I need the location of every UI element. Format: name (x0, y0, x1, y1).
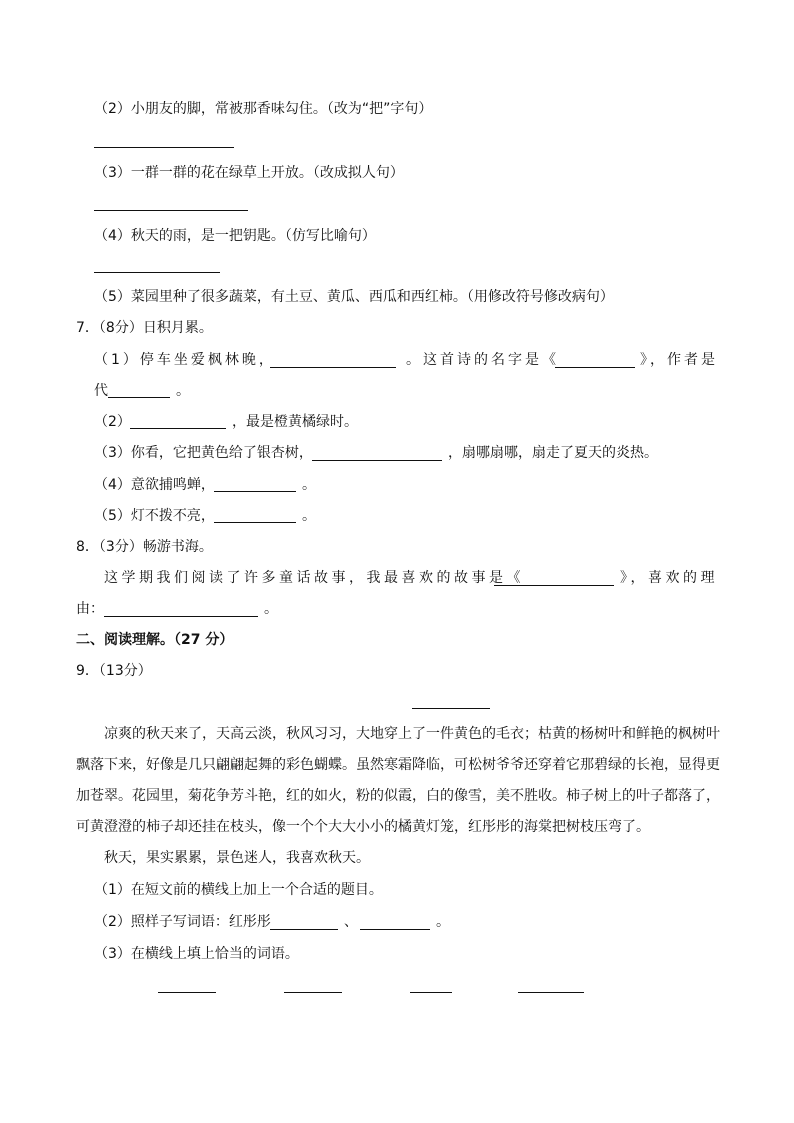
q9-sub2a (94, 912, 271, 932)
answer-blank-q7-1c[interactable] (108, 397, 170, 398)
q6-item-2-text: （2）小朋友的脚，常被那香味勾住。（改为“把”字句） (94, 101, 433, 117)
q8-heading-text: 8．（3分）畅游书海。 (76, 539, 213, 555)
q7-3-text-b: ，扇哪扇哪，扇走了夏天的炎热。 (448, 445, 658, 461)
q9-para2 (104, 848, 370, 868)
q7-line-2a (94, 412, 131, 432)
q9-para1-line4-text: 可黄澄澄的柿子却还挂在枝头，像一个个大大小小的橘黄灯笼，红彤彤的海棠把树枝压弯了。 (76, 819, 650, 835)
answer-blank-q7-5[interactable] (214, 522, 296, 523)
answer-blank-q9-2a[interactable] (270, 929, 338, 930)
answer-blank-q7-1a[interactable] (270, 367, 396, 368)
q9-para1-line3-text: 加苍翠。花园里，菊花争芳斗艳，红的如火，粉的似霞，白的像雪，美不胜收。柿子树上的叶子都落了， (76, 788, 720, 804)
q8-1-text-b: 》，喜欢的理 (620, 570, 718, 586)
answer-line-q6-3[interactable] (94, 210, 248, 211)
q7-line-3a (94, 443, 313, 463)
q6-item-4 (94, 226, 376, 246)
q7-4-text-b: 。 (302, 477, 316, 493)
q7-heading-text: 7．（8分）日积月累。 (76, 320, 213, 336)
q7-line-4a (94, 475, 215, 495)
answer-blank-q7-2[interactable] (130, 428, 226, 429)
q7-line-5a (94, 506, 215, 526)
q6-item-3 (94, 163, 404, 183)
q8-1-text-a: 这学期我们阅读了许多童话故事，我最喜欢的故事是《 (104, 570, 524, 586)
q7-1-text-b: 。这首诗的名字是《 (406, 352, 559, 368)
q9-sub1 (94, 880, 383, 900)
q7-1-text-e: 。 (176, 383, 190, 399)
q6-item-2 (94, 99, 432, 119)
q7-2-text-a: （2） (94, 414, 131, 430)
q7-line-1-end (176, 381, 190, 401)
q9-sub2-text-c: 。 (436, 914, 450, 930)
answer-blank-q7-1b[interactable] (555, 367, 635, 368)
answer-blank-q9-3b[interactable] (284, 992, 342, 993)
q8-2-text-a: 由： (76, 601, 104, 617)
q9-sub1-text: （1）在短文前的横线上加上一个合适的题目。 (94, 882, 383, 898)
q7-line-4b (302, 475, 316, 495)
q9-sub2c (436, 912, 450, 932)
q8-line-2a (76, 599, 104, 619)
q8-line-1a (104, 568, 524, 588)
q9-para1-line2-text: 飘落下来，好像是几只翩翩起舞的彩色蝴蝶。虽然寒霜降临，可松树爷爷还穿着它那碧绿的长袍，显得更 (76, 757, 720, 773)
q8-line-2b (264, 599, 278, 619)
answer-blank-q9-3d[interactable] (518, 992, 584, 993)
q6-item-4-text: （4）秋天的雨，是一把钥匙。（仿写比喻句） (94, 228, 376, 244)
q8-line-1b (620, 568, 718, 588)
q8-2-text-b: 。 (264, 601, 278, 617)
q6-item-5 (94, 287, 614, 307)
q9-para1-line1-text: 凉爽的秋天来了，天高云淡，秋风习习，大地穿上了一件黄色的毛衣；枯黄的杨树叶和鲜艳的枫树叶 (104, 726, 720, 742)
q6-item-5-text: （5）菜园里种了很多蔬菜，有土豆、黄瓜、西瓜和西红柿。（用修改符号修改病句） (94, 289, 614, 305)
q7-line-2b (232, 412, 358, 432)
q9-para1-line4 (76, 817, 650, 837)
q7-line-1b (406, 350, 559, 370)
q7-line-1c (640, 350, 718, 370)
answer-blank-q8-2[interactable] (104, 616, 258, 617)
answer-blank-q9-3a[interactable] (158, 992, 216, 993)
answer-blank-q9-2b[interactable] (360, 929, 430, 930)
q9-sub3-text: （3）在横线上填上恰当的词语。 (94, 946, 299, 962)
q7-line-3b (448, 443, 658, 463)
answer-blank-q7-3[interactable] (312, 460, 442, 461)
q8-heading (76, 537, 213, 557)
q9-para1-line2 (76, 755, 720, 775)
q7-5-text-a: （5）灯不拨不亮， (94, 508, 215, 524)
q9-heading (76, 661, 152, 681)
q6-item-3-text: （3）一群一群的花在绿草上开放。（改成拟人句） (94, 165, 404, 181)
q7-5-text-b: 。 (302, 508, 316, 524)
q7-line-5b (302, 506, 316, 526)
q9-heading-text: 9．（13分） (76, 663, 152, 679)
answer-line-q6-2[interactable] (94, 147, 234, 148)
q9-para1-line3 (76, 786, 720, 806)
answer-blank-q8-1[interactable] (494, 585, 614, 586)
q9-sub3 (94, 944, 299, 964)
q9-sub2-text-a: （2）照样子写词语：红彤彤 (94, 914, 271, 930)
q9-para1-line1 (104, 724, 720, 744)
q7-3-text-a: （3）你看，它把黄色给了银杏树， (94, 445, 313, 461)
q9-para2-text: 秋天，果实累累，景色迷人，我喜欢秋天。 (104, 850, 370, 866)
answer-blank-q7-4[interactable] (214, 491, 296, 492)
answer-blank-q9-3c[interactable] (410, 992, 452, 993)
section-2-heading-text: 二、阅读理解。（27 分） (76, 632, 234, 648)
q7-1-text-a: （1）停车坐爱枫林晚， (94, 352, 276, 368)
q7-line-1-cont (94, 381, 108, 401)
q7-2-text-b: ，最是橙黄橘绿时。 (232, 414, 358, 430)
title-blank[interactable] (412, 708, 490, 709)
q7-1-text-c: 》，作者是 (640, 352, 718, 368)
answer-line-q6-4[interactable] (94, 272, 220, 273)
section-2-heading (76, 630, 233, 650)
q7-4-text-a: （4）意欲捕鸣蝉， (94, 477, 215, 493)
q9-sub2-text-b: 、 (344, 914, 358, 930)
q9-sub2b (344, 912, 358, 932)
q7-1-text-d: 代 (94, 383, 108, 399)
q7-heading (76, 318, 213, 338)
q7-line-1 (94, 350, 276, 370)
